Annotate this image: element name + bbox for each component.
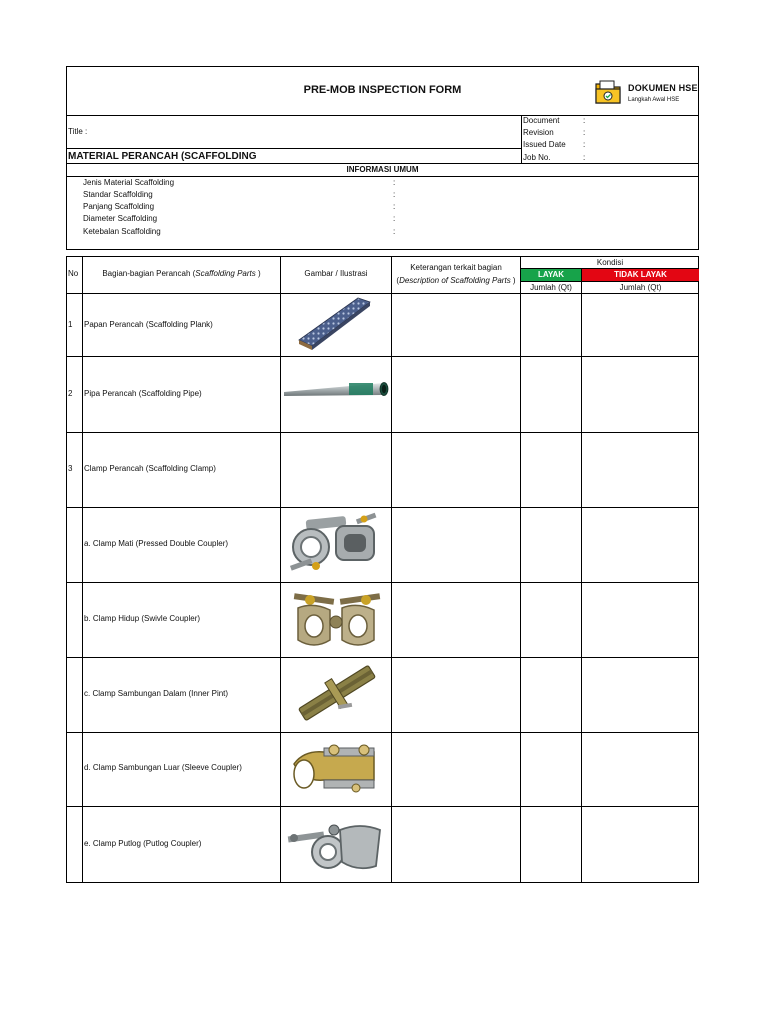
row-part: d. Clamp Sambungan Luar (Sleeve Coupler) [84,763,242,772]
sleeve-coupler-image [286,740,386,800]
row-part: b. Clamp Hidup (Swivle Coupler) [84,614,201,623]
row-no: 2 [68,389,73,398]
logo-name: DOKUMEN HSE [628,83,698,93]
row-no: 3 [68,464,73,473]
tidak-layak-badge: TIDAK LAYAK [582,269,699,281]
doc-field-label: Job No. [523,153,551,162]
info-sep: : [393,227,396,236]
form-title: PRE-MOB INSPECTION FORM [303,84,462,96]
col-header-no: No [68,269,79,278]
col-header-desc-sub: (Description of Scaffolding Parts ) [396,276,516,285]
col-header-image: Gambar / Ilustrasi [304,269,368,278]
putlog-coupler-image [284,816,386,878]
section-title: INFORMASI UMUM [346,165,419,174]
title-label: Title : [68,127,88,136]
info-sep: : [393,214,396,223]
info-label: Jenis Material Scaffolding [83,178,175,187]
row-part: Pipa Perancah (Scaffolding Pipe) [84,389,202,398]
info-sep: : [393,190,396,199]
info-sep: : [393,178,396,187]
subject-title: MATERIAL PERANCAH (SCAFFOLDING [68,151,257,162]
info-label: Standar Scaffolding [83,190,153,199]
info-label: Diameter Scaffolding [83,214,158,223]
col-header-desc: Keterangan terkait bagian [410,263,502,272]
inner-pin-image [292,660,382,726]
row-part: Clamp Perancah (Scaffolding Clamp) [84,464,216,473]
scaffolding-plank-image [296,296,372,352]
doc-field-label: Revision [523,128,554,137]
col-header-qty-layak: Jumlah (Qt) [530,283,572,292]
doc-field-label: Issued Date [523,140,566,149]
folder-document-icon [594,78,622,106]
doc-field-sep: : [583,140,586,149]
row-part: c. Clamp Sambungan Dalam (Inner Pint) [84,689,229,698]
row-no: 1 [68,320,73,329]
scaffolding-pipe-image [283,378,391,400]
swivel-coupler-image [288,588,386,652]
double-coupler-image [286,510,386,578]
row-part: e. Clamp Putlog (Putlog Coupler) [84,839,202,848]
layak-badge: LAYAK [521,269,581,281]
col-header-qty-tidak: Jumlah (Qt) [619,283,662,292]
row-part: a. Clamp Mati (Pressed Double Coupler) [84,539,229,548]
doc-field-sep: : [583,128,586,137]
col-header-condition: Kondisi [596,258,624,267]
doc-field-sep: : [583,153,586,162]
info-sep: : [393,202,396,211]
doc-field-sep: : [583,116,586,125]
row-part: Papan Perancah (Scaffolding Plank) [84,320,213,329]
logo-tagline: Langkah Awal HSE [628,97,680,103]
info-label: Panjang Scaffolding [83,202,155,211]
info-label: Ketebalan Scaffolding [83,227,161,236]
doc-field-label: Document [523,116,560,125]
col-header-part: Bagian-bagian Perancah (Scaffolding Parts ) [102,269,261,278]
